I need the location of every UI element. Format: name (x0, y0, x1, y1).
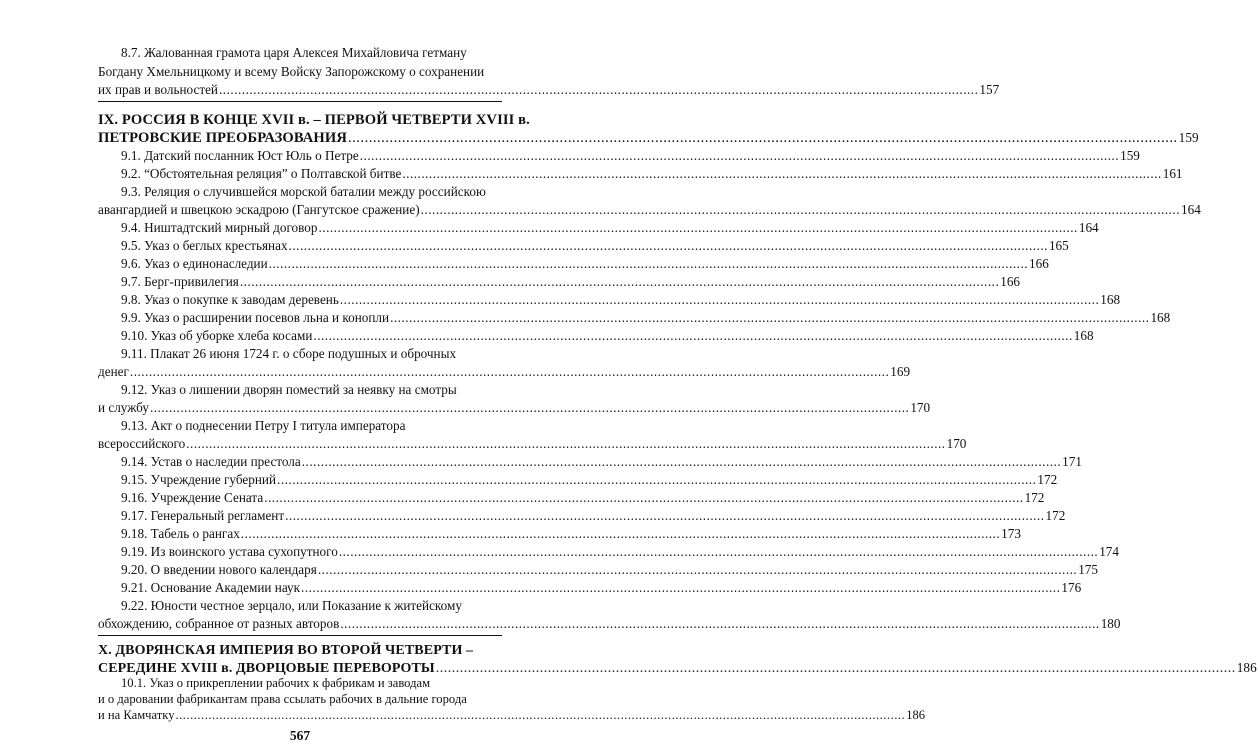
toc-entry-10-1-page: 186 (906, 708, 926, 722)
toc-entry-9-5-page: 165 (1048, 238, 1069, 253)
toc-entry-10-1-line-2: и о даровании фабрикантам права ссылать рабочих в дальние города (98, 692, 467, 706)
toc-entry-9-10-title: 9.10. Указ об уборке хлеба косами (121, 328, 313, 343)
toc-entry-9-19 (121, 543, 1119, 561)
toc-entry-9-4-page: 164 (1078, 220, 1099, 235)
toc-entry-9-19-title: 9.19. Из воинского устава сухопутного (121, 544, 338, 559)
chapter-9-page: 159 (1178, 130, 1199, 145)
toc-entry-9-16-page: 172 (1024, 490, 1045, 505)
toc-entry-9-1-page: 159 (1120, 148, 1140, 163)
chapter-10-title-line-1: X. ДВОРЯНСКАЯ ИМПЕРИЯ ВО ВТОРОЙ ЧЕТВЕРТИ – (98, 643, 474, 658)
toc-entry-9-3-line-2: авангардией и швецкою эскадрою (Гангутское сражение) (98, 202, 420, 217)
toc-entry-9-1-title: 9.1. Датский посланник Юст Юль о Петре (121, 148, 359, 163)
toc-entry-9-6-title: 9.6. Указ о единонаследии (121, 256, 268, 271)
toc-entry-9-16-title: 9.16. Учреждение Сената (121, 490, 264, 505)
toc-entry-9-13-last-line (98, 435, 967, 453)
leader-dots: ........................................................................................................................................................................................................ (313, 328, 1073, 343)
toc-entry-9-7-title: 9.7. Берг-привилегия (121, 274, 239, 289)
toc-entry-9-17 (121, 507, 1066, 525)
toc-entry-9-6 (121, 255, 1049, 273)
toc-entry-9-18-page: 173 (1001, 526, 1021, 541)
toc-entry-9-22-line-2: обхождению, собранное от разных авторов (98, 616, 340, 631)
toc-entry-9-17-page: 172 (1045, 508, 1066, 523)
toc-entry-9-11-page: 169 (890, 364, 911, 379)
toc-entry-9-5 (121, 237, 1069, 255)
toc-entry-9-13-line-2: всероссийского (98, 436, 186, 451)
toc-entry-9-14-page: 171 (1062, 454, 1082, 469)
toc-entry-9-21 (121, 579, 1082, 597)
leader-dots: ........................................................................................................................................................................................................ (340, 616, 1100, 631)
toc-entry-9-7 (121, 273, 1021, 291)
toc-entry-9-13-line-1: 9.13. Акт о поднесении Петру I титула императора (121, 418, 406, 433)
toc-entry-9-9 (121, 309, 1171, 327)
toc-entry-9-12-line-2: и службу (98, 400, 149, 415)
leader-dots: ........................................................................................................................................................................................................ (186, 436, 946, 451)
toc-entry-9-13-page: 170 (946, 436, 967, 451)
leader-dots: ........................................................................................................................................................................................................ (301, 580, 1061, 595)
leader-dots: ........................................................................................................................................................................................................ (338, 544, 1099, 559)
toc-entry-9-1 (121, 147, 1140, 165)
leader-dots: ........................................................................................................................................................................................................ (240, 526, 1001, 541)
toc-entry-10-1-line-1: 10.1. Указ о прикреплении рабочих к фабрикам и заводам (121, 676, 431, 690)
toc-entry-9-3-line-1: 9.3. Реляция о случившейся морской баталии между российскою (121, 184, 486, 199)
toc-entry-9-21-page: 176 (1061, 580, 1082, 595)
toc-entry-9-10 (121, 327, 1094, 345)
toc-entry-9-2-title: 9.2. “Обстоятельная реляция” о Полтавской битве (121, 166, 402, 181)
toc-entry-9-20-page: 175 (1078, 562, 1098, 577)
toc-entry-9-10-page: 168 (1073, 328, 1094, 343)
toc-entry-9-2 (121, 165, 1183, 183)
toc-entry-9-18 (121, 525, 1021, 543)
toc-entry-9-22-page: 180 (1100, 616, 1121, 631)
leader-dots: ........................................................................................................................................................................................................ (268, 256, 1029, 271)
toc-entry-9-15 (121, 471, 1058, 489)
toc-entry-9-8-page: 168 (1100, 292, 1121, 307)
leader-dots: ........................................................................................................................................................................................................ (219, 82, 979, 97)
chapter-10-page: 186 (1236, 660, 1257, 675)
toc-entry-9-12-last-line (98, 399, 931, 417)
toc-entry-9-12-page: 170 (910, 400, 931, 415)
section-divider (98, 635, 502, 636)
leader-dots: ........................................................................................................................................................................................................ (390, 310, 1150, 325)
toc-entry-9-20-title: 9.20. О введении нового календаря (121, 562, 317, 577)
toc-entry-9-22-last-line (98, 615, 1121, 633)
toc-entry-9-9-title: 9.9. Указ о расширении посевов льна и конопли (121, 310, 390, 325)
toc-entry-9-11-line-1: 9.11. Плакат 26 июня 1724 г. о сборе подушных и оброчных (121, 346, 457, 361)
leader-dots: ........................................................................................................................................................................................................ (264, 490, 1024, 505)
leader-dots: ........................................................................................................................................................................................................ (339, 292, 1100, 307)
leader-dots: ........................................................................................................................................................................................................ (317, 562, 1078, 577)
toc-entry-9-15-title: 9.15. Учреждение губерний (121, 472, 277, 487)
chapter-9-title-last-line (98, 129, 1199, 147)
toc-entry-9-8 (121, 291, 1121, 309)
toc-entry-9-9-page: 168 (1150, 310, 1171, 325)
toc-entry-9-18-title: 9.18. Табель о рангах (121, 526, 240, 541)
toc-entry-9-3-page: 164 (1181, 202, 1201, 217)
leader-dots: ........................................................................................................................................................................................................ (301, 454, 1062, 469)
toc-entry-10-1-last-line (98, 707, 926, 723)
toc-entry-10-1-line-3: и на Камчатку (98, 708, 175, 722)
toc-entry-9-17-title: 9.17. Генеральный регламент (121, 508, 285, 523)
toc-entry-9-8-title: 9.8. Указ о покупке к заводам деревень (121, 292, 339, 307)
toc-entry-9-7-page: 166 (1000, 274, 1021, 289)
toc-entry-8-7-line-3: их прав и вольностей (98, 82, 218, 97)
leader-dots: ........................................................................................................................................................................................................ (420, 202, 1180, 217)
toc-entry-9-20 (121, 561, 1098, 579)
toc-entry-9-14 (121, 453, 1082, 471)
leader-dots: ........................................................................................................................................................................................................ (347, 130, 1178, 146)
toc-entry-9-4 (121, 219, 1099, 237)
toc-entry-9-3-last-line (98, 201, 1201, 219)
leader-dots: ........................................................................................................................................................................................................ (288, 238, 1048, 253)
toc-entry-8-7-line-2: Богдану Хмельницкому и всему Войску Запорожскому о сохранении (98, 64, 485, 79)
toc-entry-9-21-title: 9.21. Основание Академии наук (121, 580, 301, 595)
toc-entry-8-7-line-1: 8.7. Жалованная грамота царя Алексея Михайловича гетману (121, 45, 467, 60)
toc-entry-9-14-title: 9.14. Устав о наследии престола (121, 454, 301, 469)
toc-entry-9-15-page: 172 (1037, 472, 1058, 487)
toc-entry-9-4-title: 9.4. Ништадтский мирный договор (121, 220, 318, 235)
toc-entry-8-7-last-line (98, 81, 1000, 99)
toc-entry-9-19-page: 174 (1099, 544, 1119, 559)
leader-dots: ........................................................................................................................................................................................................ (239, 274, 1000, 289)
toc-entry-9-6-page: 166 (1029, 256, 1049, 271)
leader-dots: ........................................................................................................................................................................................................ (402, 166, 1162, 181)
toc-entry-9-16 (121, 489, 1045, 507)
leader-dots: ........................................................................................................................................................................................................ (149, 400, 910, 415)
section-divider (98, 101, 502, 102)
leader-dots: ........................................................................................................................................................................................................ (129, 364, 890, 379)
leader-dots: ........................................................................................................................................................................................................ (318, 220, 1078, 235)
toc-entry-9-12-line-1: 9.12. Указ о лишении дворян поместий за неявку на смотры (121, 382, 457, 397)
leader-dots: ........................................................................................................................................................................................................ (175, 708, 906, 722)
chapter-9-title-line-1: IX. РОССИЯ В КОНЦЕ XVII в. – ПЕРВОЙ ЧЕТВЕРТИ XVIII в. (98, 112, 530, 128)
leader-dots: ........................................................................................................................................................................................................ (359, 148, 1120, 163)
toc-entry-9-22-line-1: 9.22. Юности честное зерцало, или Показание к житейскому (121, 598, 462, 613)
leader-dots: ........................................................................................................................................................................................................ (277, 472, 1037, 487)
toc-entry-9-5-title: 9.5. Указ о беглых крестьянах (121, 238, 288, 253)
toc-entry-8-7-page: 157 (979, 82, 1000, 97)
chapter-9-title-line-2: ПЕТРОВСКИЕ ПРЕОБРАЗОВАНИЯ (98, 130, 347, 146)
chapter-10-title-line-2: СЕРЕДИНЕ XVIII в. ДВОРЦОВЫЕ ПЕРЕВОРОТЫ (98, 661, 435, 676)
leader-dots: ........................................................................................................................................................................................................ (435, 661, 1236, 676)
toc-entry-9-11-line-2: денег (98, 364, 129, 379)
toc-entry-9-2-page: 161 (1162, 166, 1183, 181)
page-number: 567 (289, 728, 311, 743)
leader-dots: ........................................................................................................................................................................................................ (285, 508, 1045, 523)
toc-entry-9-11-last-line (98, 363, 911, 381)
